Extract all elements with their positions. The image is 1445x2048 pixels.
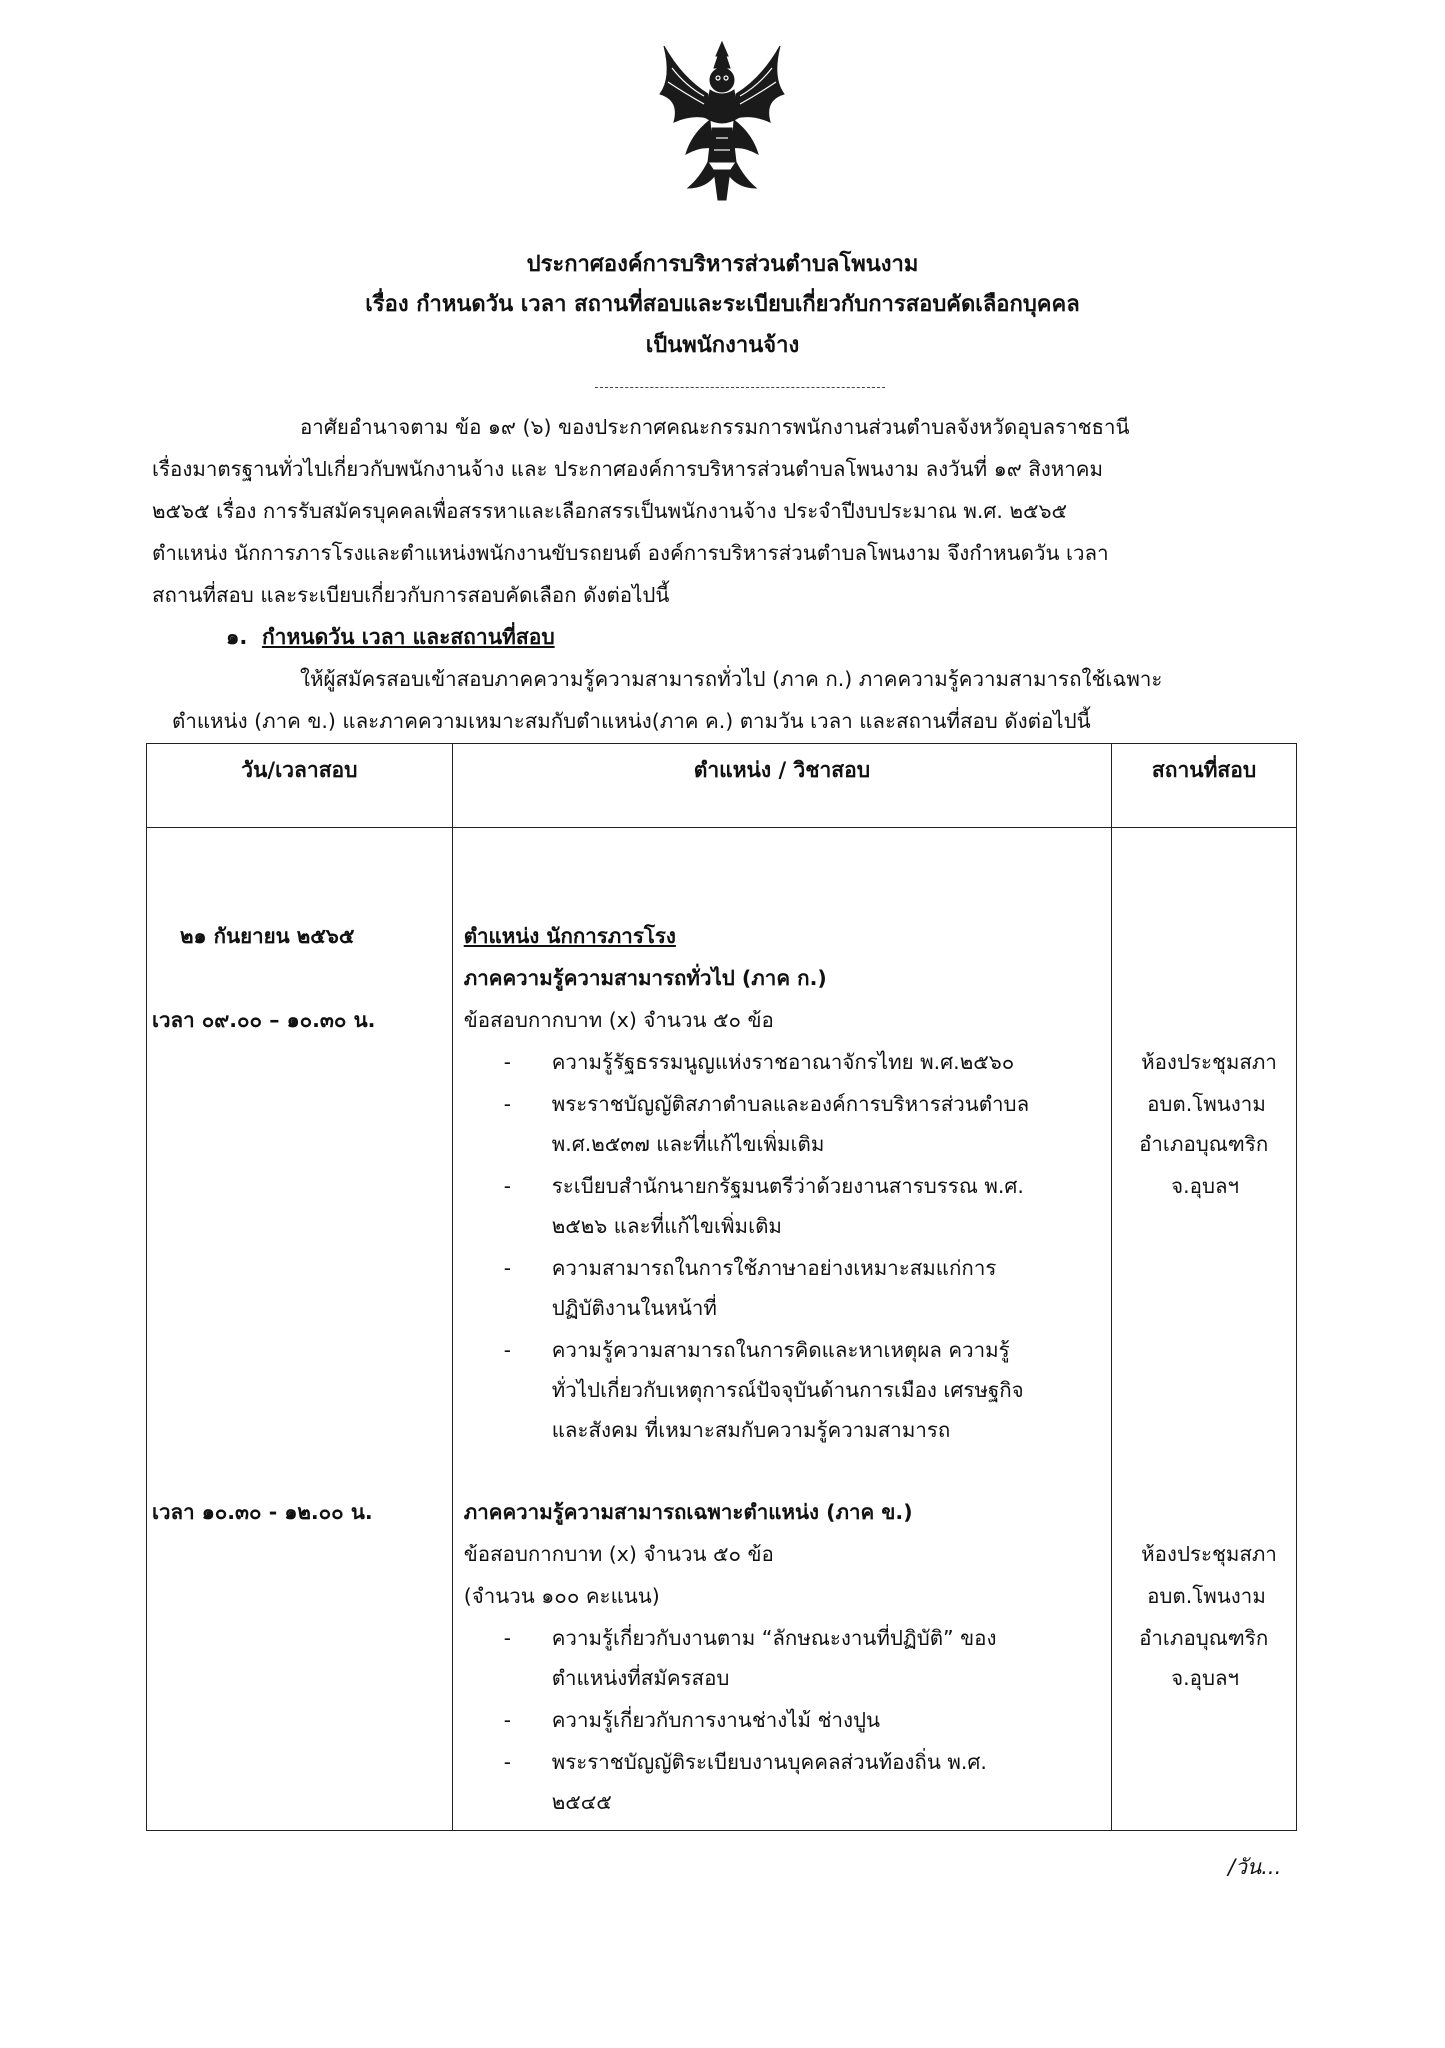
part-b-exam-type: ข้อสอบกากบาท (x) จำนวน ๕๐ ข้อ	[463, 1542, 774, 1566]
list-bullet: -	[503, 1626, 511, 1650]
header-venue: สถานที่สอบ	[1112, 744, 1297, 828]
venue-line: จ.อุบลฯ	[1171, 1666, 1240, 1690]
position-subject-cell	[452, 828, 1111, 1831]
list-bullet: -	[503, 1708, 511, 1732]
section-1-heading	[226, 622, 555, 652]
table-header-row	[147, 744, 1297, 828]
venue-line: ห้องประชุมสภา	[1141, 1542, 1277, 1566]
part-a-item-cont: ปฏิบัติงานในหน้าที่	[551, 1296, 717, 1320]
list-bullet: -	[503, 1174, 511, 1198]
section-number: ๑.	[226, 625, 248, 649]
part-a-item: ความรู้รัฐธรรมนูญแห่งราชอาณาจักรไทย พ.ศ.๒๕๖๐	[551, 1050, 1015, 1074]
venue-line: อบต.โพนงาม	[1147, 1584, 1266, 1608]
part-a-exam-type: ข้อสอบกากบาท (x) จำนวน ๕๐ ข้อ	[463, 1008, 774, 1032]
list-bullet: -	[503, 1750, 511, 1774]
venue-line: อำเภอบุณฑริก	[1139, 1132, 1269, 1156]
section-title: กำหนดวัน เวลา และสถานที่สอบ	[261, 625, 555, 649]
venue-line: จ.อุบลฯ	[1171, 1174, 1240, 1198]
part-a-title: ภาคความรู้ความสามารถทั่วไป (ภาค ก.)	[463, 966, 827, 990]
part-a-item-cont: ทั่วไปเกี่ยวกับเหตุการณ์ปัจจุบันด้านการเมือง เศรษฐกิจ	[551, 1378, 1024, 1402]
body-line: อาศัยอำนาจตาม ข้อ ๑๙ (๖) ของประกาศคณะกรรมการพนักงานส่วนตำบลจังหวัดอุบลราชธานี	[300, 415, 1130, 439]
venue-line: ห้องประชุมสภา	[1141, 1050, 1277, 1074]
part-b-score: (จำนวน ๑๐๐ คะแนน)	[463, 1584, 660, 1608]
body-line: ๒๕๖๕ เรื่อง การรับสมัครบุคคลเพื่อสรรหาและเลือกสรรเป็นพนักงานจ้าง ประจำปีงบประมาณ พ.ศ. ๒๕๖๕	[152, 499, 1068, 523]
part-a-item-cont: ๒๕๒๖ และที่แก้ไขเพิ่มเติม	[551, 1214, 782, 1238]
exam-schedule-table	[146, 743, 1297, 1831]
list-bullet: -	[503, 1092, 511, 1116]
part-a-item-cont: และสังคม ที่เหมาะสมกับความรู้ความสามารถ	[551, 1418, 951, 1442]
exam-date: ๒๑ กันยายน ๒๕๖๕	[180, 924, 355, 948]
announcement-subject-cont: เป็นพนักงานจ้าง	[645, 333, 800, 358]
section-intro-line: ให้ผู้สมัครสอบเข้าสอบภาคความรู้ความสามารถทั่วไป (ภาค ก.) ภาคความรู้ความสามารถใช้เฉพาะ	[300, 667, 1163, 691]
table-body-row	[147, 828, 1297, 1831]
garuda-emblem	[652, 38, 792, 203]
header-date-time: วัน/เวลาสอบ	[147, 744, 453, 828]
section-intro-line: ตำแหน่ง (ภาค ข.) และภาคความเหมาะสมกับตำแหน่ง(ภาค ค.) ตามวัน เวลา และสถานที่สอบ ดังต่อไปนี้	[172, 709, 1091, 733]
exam-time-2: เวลา ๑๐.๓๐ - ๑๒.๐๐ น.	[152, 1500, 373, 1524]
part-b-item: ความรู้เกี่ยวกับงานตาม “ลักษณะงานที่ปฏิบัติ” ของ	[551, 1626, 997, 1650]
part-a-item-cont: พ.ศ.๒๕๓๗ และที่แก้ไขเพิ่มเติม	[551, 1132, 825, 1156]
body-line: สถานที่สอบ และระเบียบเกี่ยวกับการสอบคัดเลือก ดังต่อไปนี้	[152, 583, 670, 607]
part-b-title: ภาคความรู้ความสามารถเฉพาะตำแหน่ง (ภาค ข.)	[463, 1500, 913, 1524]
venue-line: อบต.โพนงาม	[1147, 1092, 1266, 1116]
list-bullet: -	[503, 1338, 511, 1362]
venue-cell	[1112, 828, 1297, 1831]
part-b-item-cont: ตำแหน่งที่สมัครสอบ	[551, 1666, 730, 1690]
position-title: ตำแหน่ง นักการภารโรง	[463, 924, 676, 948]
list-bullet: -	[503, 1050, 511, 1074]
announcement-title: ประกาศองค์การบริหารส่วนตำบลโพนงาม	[526, 252, 919, 277]
part-b-item: พระราชบัญญัติระเบียบงานบุคคลส่วนท้องถิ่น พ.ศ.	[551, 1750, 987, 1774]
part-b-item: ความรู้เกี่ยวกับการงานช่างไม้ ช่างปูน	[551, 1708, 881, 1732]
announcement-subject: เรื่อง กำหนดวัน เวลา สถานที่สอบและระเบียบเกี่ยวกับการสอบคัดเลือกบุคคล	[365, 292, 1080, 317]
venue-line: อำเภอบุณฑริก	[1139, 1626, 1269, 1650]
exam-time-1: เวลา ๐๙.๐๐ – ๑๐.๓๐ น.	[152, 1008, 376, 1032]
part-a-item: ระเบียบสำนักนายกรัฐมนตรีว่าด้วยงานสารบรรณ พ.ศ.	[551, 1174, 1024, 1198]
body-line: เรื่องมาตรฐานทั่วไปเกี่ยวกับพนักงานจ้าง และ ประกาศองค์การบริหารส่วนตำบลโพนงาม ลงวันที่ ๑๙ สิงหาคม	[152, 457, 1104, 481]
part-a-item: ความสามารถในการใช้ภาษาอย่างเหมาะสมแก่การ	[551, 1256, 997, 1280]
header-position-subject: ตำแหน่ง / วิชาสอบ	[452, 744, 1111, 828]
body-line: ตำแหน่ง นักการภารโรงและตำแหน่งพนักงานขับรถยนต์ องค์การบริหารส่วนตำบลโพนงาม จึงกำหนดวัน เวลา	[152, 541, 1109, 565]
title-divider	[595, 387, 885, 388]
continue-mark: /วัน...	[1228, 1855, 1282, 1879]
list-bullet: -	[503, 1256, 511, 1280]
part-a-item: ความรู้ความสามารถในการคิดและหาเหตุผล ความรู้	[551, 1338, 1010, 1362]
date-time-cell	[147, 828, 453, 1831]
part-a-item: พระราชบัญญัติสภาตำบลและองค์การบริหารส่วนตำบล	[551, 1092, 1030, 1116]
part-b-item-cont: ๒๕๔๕	[551, 1790, 612, 1814]
